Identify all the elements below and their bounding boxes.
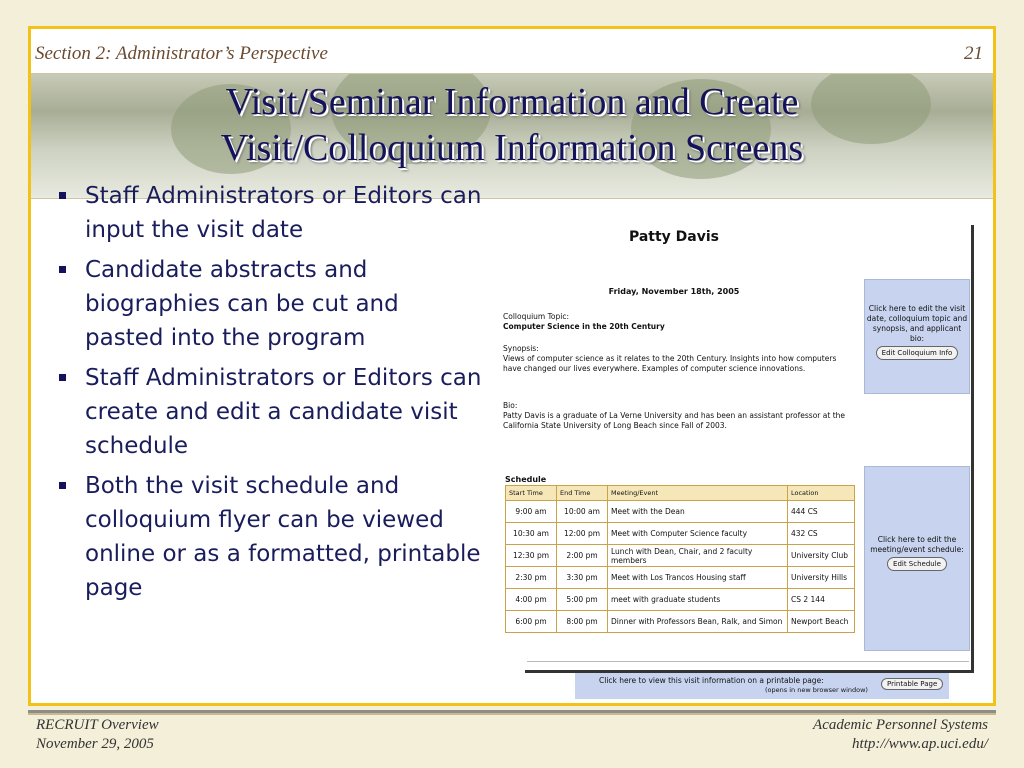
colloquium-panel-text: Click here to edit the visit date, colloquium topic and synopsis, and applicant bio: — [866, 304, 968, 343]
square-bullet-icon — [59, 192, 66, 199]
synopsis-label: Synopsis: — [503, 344, 539, 353]
title-line-2: Visit/Colloquium Information Screens — [220, 127, 804, 169]
printable-page-button[interactable]: Printable Page — [881, 678, 943, 690]
visit-date: Friday, November 18th, 2005 — [608, 287, 740, 296]
print-subtext: (opens in new browser window) — [765, 686, 868, 694]
col-end-time: End Time — [557, 486, 608, 501]
square-bullet-icon — [59, 374, 66, 381]
square-bullet-icon — [59, 266, 66, 273]
embedded-screenshot — [499, 199, 985, 694]
table-row: 9:00 am 10:00 am Meet with the Dean 444 CS — [506, 501, 855, 523]
colloquium-edit-panel — [864, 279, 970, 394]
schedule-table — [505, 485, 855, 633]
table-row: 6:00 pm 8:00 pm Dinner with Professors Bean, Ralk, and Simon Newport Beach — [506, 611, 855, 633]
schedule-title: Schedule — [505, 475, 547, 484]
printable-page-bar — [575, 671, 949, 699]
bio-text: Patty Davis is a graduate of La Verne University and has been an assistant professor at the California State University of Long Beach since Fall of 2003. — [503, 411, 846, 430]
footer-product: RECRUIT Overview — [36, 717, 159, 733]
edit-colloquium-info-button[interactable]: Edit Colloquium Info — [876, 346, 959, 360]
bio-label: Bio: — [503, 401, 518, 410]
footer-url[interactable]: http://www.ap.uci.edu/ — [852, 736, 988, 752]
square-bullet-icon — [59, 482, 66, 489]
screenshot-shadow-bottom — [525, 670, 974, 673]
table-row: 4:00 pm 5:00 pm meet with graduate students CS 2 144 — [506, 589, 855, 611]
col-meeting-event: Meeting/Event — [608, 486, 788, 501]
footer-left — [36, 716, 159, 754]
slide — [28, 26, 996, 706]
colloquium-topic-label: Colloquium Topic: — [503, 312, 570, 321]
screenshot-shadow-right — [971, 225, 974, 671]
edit-schedule-button[interactable]: Edit Schedule — [887, 557, 947, 571]
footer-right — [813, 716, 988, 754]
print-instruction: Click here to view this visit information on a printable page: — [599, 676, 824, 685]
bullet-list — [43, 179, 483, 611]
slide-title — [31, 79, 993, 171]
bullet-item: Staff Administrators or Editors can input the visit date — [43, 179, 483, 247]
schedule-edit-panel — [864, 466, 970, 651]
title-line-1: Visit/Seminar Information and Create — [225, 81, 799, 123]
synopsis-text: Views of computer science as it relates to the 20th Century. Insights into how computers have changed our lives everywhere. Examples of computer science innovations. — [503, 354, 837, 373]
candidate-name: Patty Davis — [628, 229, 720, 245]
bullet-item: Candidate abstracts and biographies can be cut and pasted into the program — [43, 253, 483, 355]
footer-date: November 29, 2005 — [36, 736, 154, 752]
schedule-panel-text: Click here to edit the meeting/event schedule: — [870, 535, 964, 554]
table-row: 10:30 am 12:00 pm Meet with Computer Science faculty 432 CS — [506, 523, 855, 545]
table-row: 12:30 pm 2:00 pm Lunch with Dean, Chair, and 2 faculty members University Club — [506, 545, 855, 567]
footer-rule-accent — [28, 713, 996, 715]
page-number: 21 — [964, 43, 983, 64]
divider — [527, 661, 969, 662]
col-start-time: Start Time — [506, 486, 557, 501]
footer-org: Academic Personnel Systems — [813, 717, 988, 733]
bullet-item: Both the visit schedule and colloquium flyer can be viewed online or as a formatted, printable page — [43, 469, 483, 605]
schedule-header-row — [506, 486, 855, 501]
col-location: Location — [788, 486, 855, 501]
bullet-item: Staff Administrators or Editors can create and edit a candidate visit schedule — [43, 361, 483, 463]
table-row: 2:30 pm 3:30 pm Meet with Los Trancos Housing staff University Hills — [506, 567, 855, 589]
section-label: Section 2: Administrator’s Perspective — [35, 43, 328, 64]
colloquium-topic: Computer Science in the 20th Century — [503, 322, 665, 331]
